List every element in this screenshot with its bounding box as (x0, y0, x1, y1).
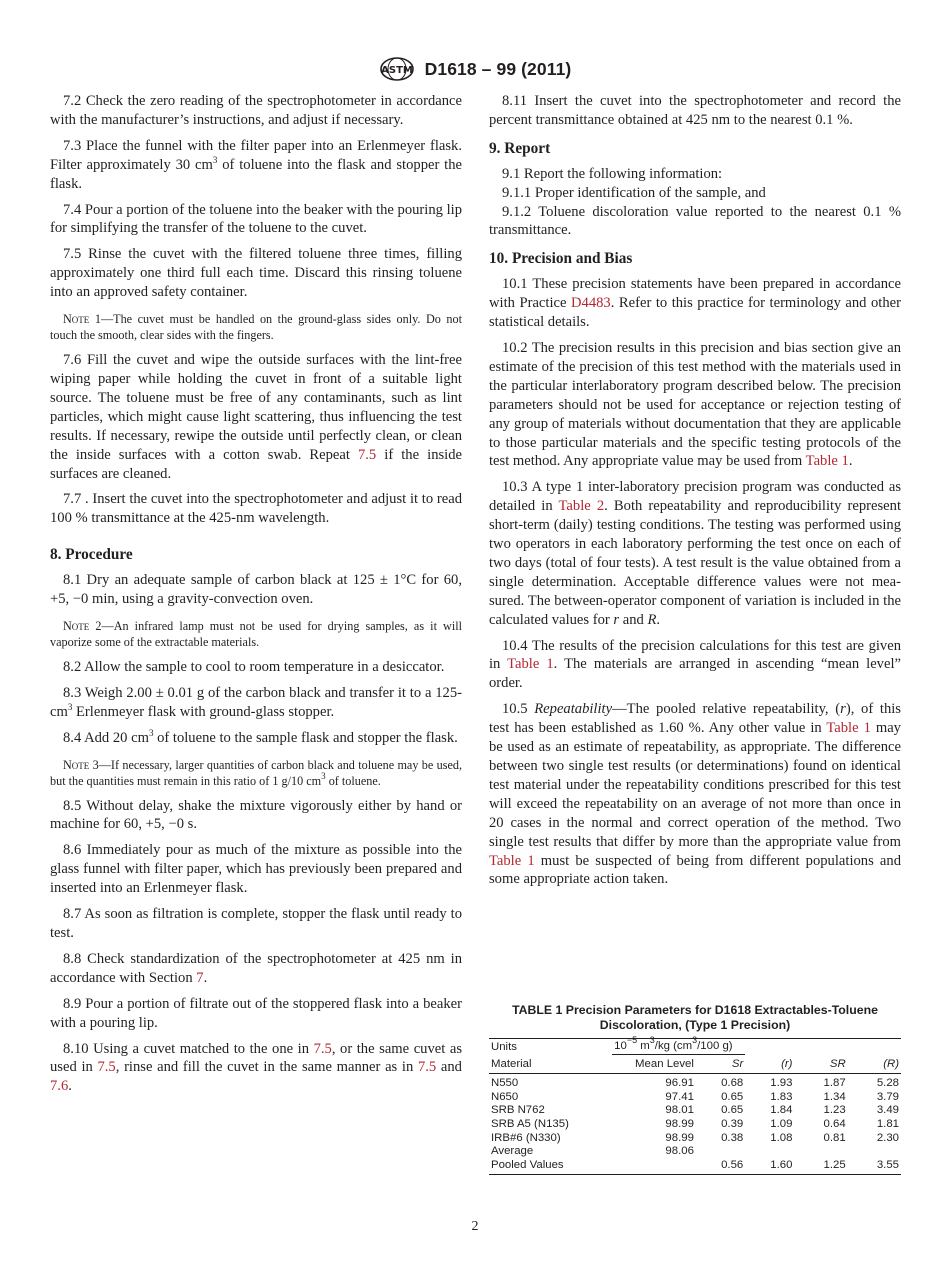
section-10-1: 10.1 These precision statements have been prepared in accordance with Practice D4483. Refer to this practice for terminology and other statistical details. (489, 276, 901, 331)
units-row: Units $10^{-5}$ $m^3/kg$ ($cm^3/100$ g) (489, 1039, 901, 1056)
link-section-7-5[interactable]: 7.5 (417, 1059, 437, 1076)
table-row: IRB#6 (N330) 98.99 0.38 1.08 0.81 2.30 (491, 1131, 899, 1144)
note-1: Note 1—The cuvet must be handled on the ground-glass sides only. Do not touch the smooth, clear sides with the fingers. (50, 312, 462, 343)
table-row: Average 98.06 (491, 1145, 694, 1158)
table-row: SRB A5 (N135) 98.99 0.39 1.09 0.64 1.81 (491, 1117, 899, 1130)
column-header-row: Material Mean Level Sr (r) SR (R) (489, 1056, 901, 1074)
section-8-1: 8.1 Dry an adequate sample of carbon black at 125 ± 1°C for 60, +5, −0 min, using a gravity-convection oven. (50, 572, 462, 608)
precision-table (489, 1034, 901, 1175)
link-d4483[interactable]: D4483 (570, 295, 611, 312)
section-8-6: 8.6 Immediately pour as much of the mixture as possible into the glass funnel with filter paper, which has previously been prepared and inserted into an Erlenmeyer flask. (50, 842, 462, 897)
section-9-1-2: 9.1.2 Toluene discoloration value reported to the nearest 0.1 % transmittance. (489, 203, 901, 239)
table-row: N550 96.91 0.68 1.93 1.87 5.28 (491, 1077, 899, 1090)
section-8-2: 8.2 Allow the sample to cool to room temperature in a desiccator. (63, 658, 445, 675)
table-row: N650 97.41 0.65 1.83 1.34 3.79 (491, 1090, 899, 1103)
link-section-7[interactable]: 7 (196, 969, 204, 986)
page-number: 2 (471, 1219, 479, 1234)
section-7-6: 7.6 Fill the cuvet and wipe the outside surfaces with the lint-free wiping paper while holding the cuvet in front of a suitable light source. The toluene must be free of any contaminants, such as lint particles, which might cause light scattering, thus influencing the test results. If necessary, rewipe the outside until perfectly clean, or clean the inside surfaces with a cotton swab. Repeat 7.5 if the inside surfaces are cleaned. (50, 352, 462, 482)
link-section-7-5[interactable]: 7.5 (97, 1059, 116, 1076)
astm-logo-icon (379, 56, 415, 82)
section-10-2: 10.2 The precision results in this precision and bias section give an estimate of the precision of this test method with the materials used in the particular interlaboratory program described below. The precision parameters should not be used for acceptance or rejection testing of any group of materials without documentation that they are applicable to those particular materials and the specific testing protocols of the test method. Any appropriate value may be used from Table 1. (489, 339, 901, 470)
link-section-7-5[interactable]: 7.5 (313, 1040, 332, 1057)
page-header (0, 56, 950, 84)
table-title: TABLE 1 Precision Parameters for D1618 Extractables-Toluene Discoloration, (Type 1 Precision) (512, 1003, 878, 1032)
document-designation: D1618 – 99 (2011) (424, 58, 572, 79)
section-7-7: 7.7 . Insert the cuvet into the spectrophotometer and adjust it to read 100 % transmittance at the 425-nm wavelength. (50, 491, 462, 527)
section-9-1: 9.1 Report the following information: (502, 165, 723, 182)
section-7-5: 7.5 Rinse the cuvet with the filtered toluene three times, filling approximately one third full each time. Discard this rinsing toluene into an approved safety container. (50, 246, 462, 301)
section-7-2: 7.2 Check the zero reading of the spectrophotometer in accordance with the manufacturer’s instructions, and adjust if necessary. (50, 93, 462, 128)
section-10-5: 10.5 Repeatability—The pooled relative repeatability, (r), of this test has been established as 1.60 %. Any other value in Table 1 may be used as an estimate of repeatability, as appropriate. The difference between two single test results (or determinations) found on identical test material under the repeatability conditions prescribed for this test will exceed the repeatability on an average of not more than once in 20 cases in the normal and correct operation of the method. Two single test results that differ by more than the appropriate value from Table 1 must be suspected of being from different populations and some appropriate action taken. (489, 701, 901, 888)
table-row: SRB N762 98.01 0.65 1.84 1.23 3.49 (491, 1104, 899, 1117)
table-1-precision-parameters (489, 1003, 901, 1175)
link-table-1[interactable]: Table 1 (826, 720, 871, 737)
section-8-9: 8.9 Pour a portion of filtrate out of the stoppered flask into a beaker with a pouring lip. (50, 995, 462, 1031)
section-9-1-1: 9.1.1 Proper identification of the sample, and (502, 184, 766, 201)
right-column (489, 92, 901, 896)
section-8-4: 8.4 Add 20 $cm^3$ of toluene to the sample flask and stopper the flask. (63, 727, 458, 746)
note-3: Note 3—If necessary, larger quantities of carbon black and toluene may be used, but the quantities must remain in this ratio of 1 g/10 $cm^3$ of toluene. (50, 757, 463, 788)
link-table-2[interactable]: Table 2 (558, 498, 605, 515)
note-2: Note 2—An infrared lamp must not be used for drying samples, as it will vaporize some of the extractable materials. (50, 618, 463, 649)
section-8-7: 8.7 As soon as filtration is complete, stopper the flask until ready to test. (50, 906, 462, 941)
section-8-3: 8.3 Weigh 2.00 ± 0.01 g of the carbon black and transfer it to a $125-cm^3$ Erlenmeyer flask with ground-glass stopper. (50, 684, 462, 720)
link-table-1[interactable]: Table 1 (507, 656, 554, 673)
left-column (50, 92, 462, 1103)
section-8-5: 8.5 Without delay, shake the mixture vigorously either by hand or machine for 60, +5, −0 s. (50, 797, 462, 833)
heading-procedure: 8. Procedure (50, 546, 133, 564)
section-8-8: 8.8 Check standardization of the spectrophotometer at 425 nm in accordance with Section 7. (50, 950, 462, 986)
section-10-4: 10.4 The results of the precision calculations for this test are given in Table 1. The materials are arranged in ascending “mean level” order. (489, 637, 901, 692)
section-7-4: 7.4 Pour a portion of the toluene into the beaker with the pouring lip for simplifying the transfer of the toluene to the cuvet. (50, 201, 462, 237)
section-10-3: 10.3 A type 1 inter-laboratory precision program was conducted as detailed in Table 2. Both repeatability and reproducibility represent short-term (daily) testing conditions. The testing was performed using two operators in each laboratory performing the test once on each of two days (total of four tests). A test result is the value obtained from a single determination. Acceptable difference values were not measured. The between-operator component of variation is included in the calculated values for r and R. (489, 479, 901, 628)
heading-report: 9. Report (489, 139, 551, 157)
section-8-11: 8.11 Insert the cuvet into the spectrophotometer and record the percent transmittance obtained at 425 nm to the nearest 0.1 %. (489, 93, 901, 128)
section-8-10: 8.10 Using a cuvet matched to the one in 7.5, or the same cuvet as used in 7.5, rinse and fill the cuvet in the same manner as in 7.5 and 7.6. (50, 1040, 463, 1095)
heading-precision-and-bias: 10. Precision and Bias (489, 250, 633, 268)
link-section-7-6[interactable]: 7.6 (50, 1078, 69, 1095)
section-7-3: 7.3 Place the funnel with the filter paper into an Erlenmeyer flask. Filter approximately 30 $cm^3$ of toluene into the flask and stopper the flask. (50, 137, 463, 192)
svg-text:ASTM: ASTM (380, 65, 413, 76)
table-row: Pooled Values 0.56 1.60 1.25 3.55 (489, 1159, 901, 1175)
link-table-1[interactable]: Table 1 (489, 852, 535, 869)
link-table-1[interactable]: Table 1 (805, 453, 849, 470)
link-section-7-5[interactable]: 7.5 (357, 446, 377, 463)
